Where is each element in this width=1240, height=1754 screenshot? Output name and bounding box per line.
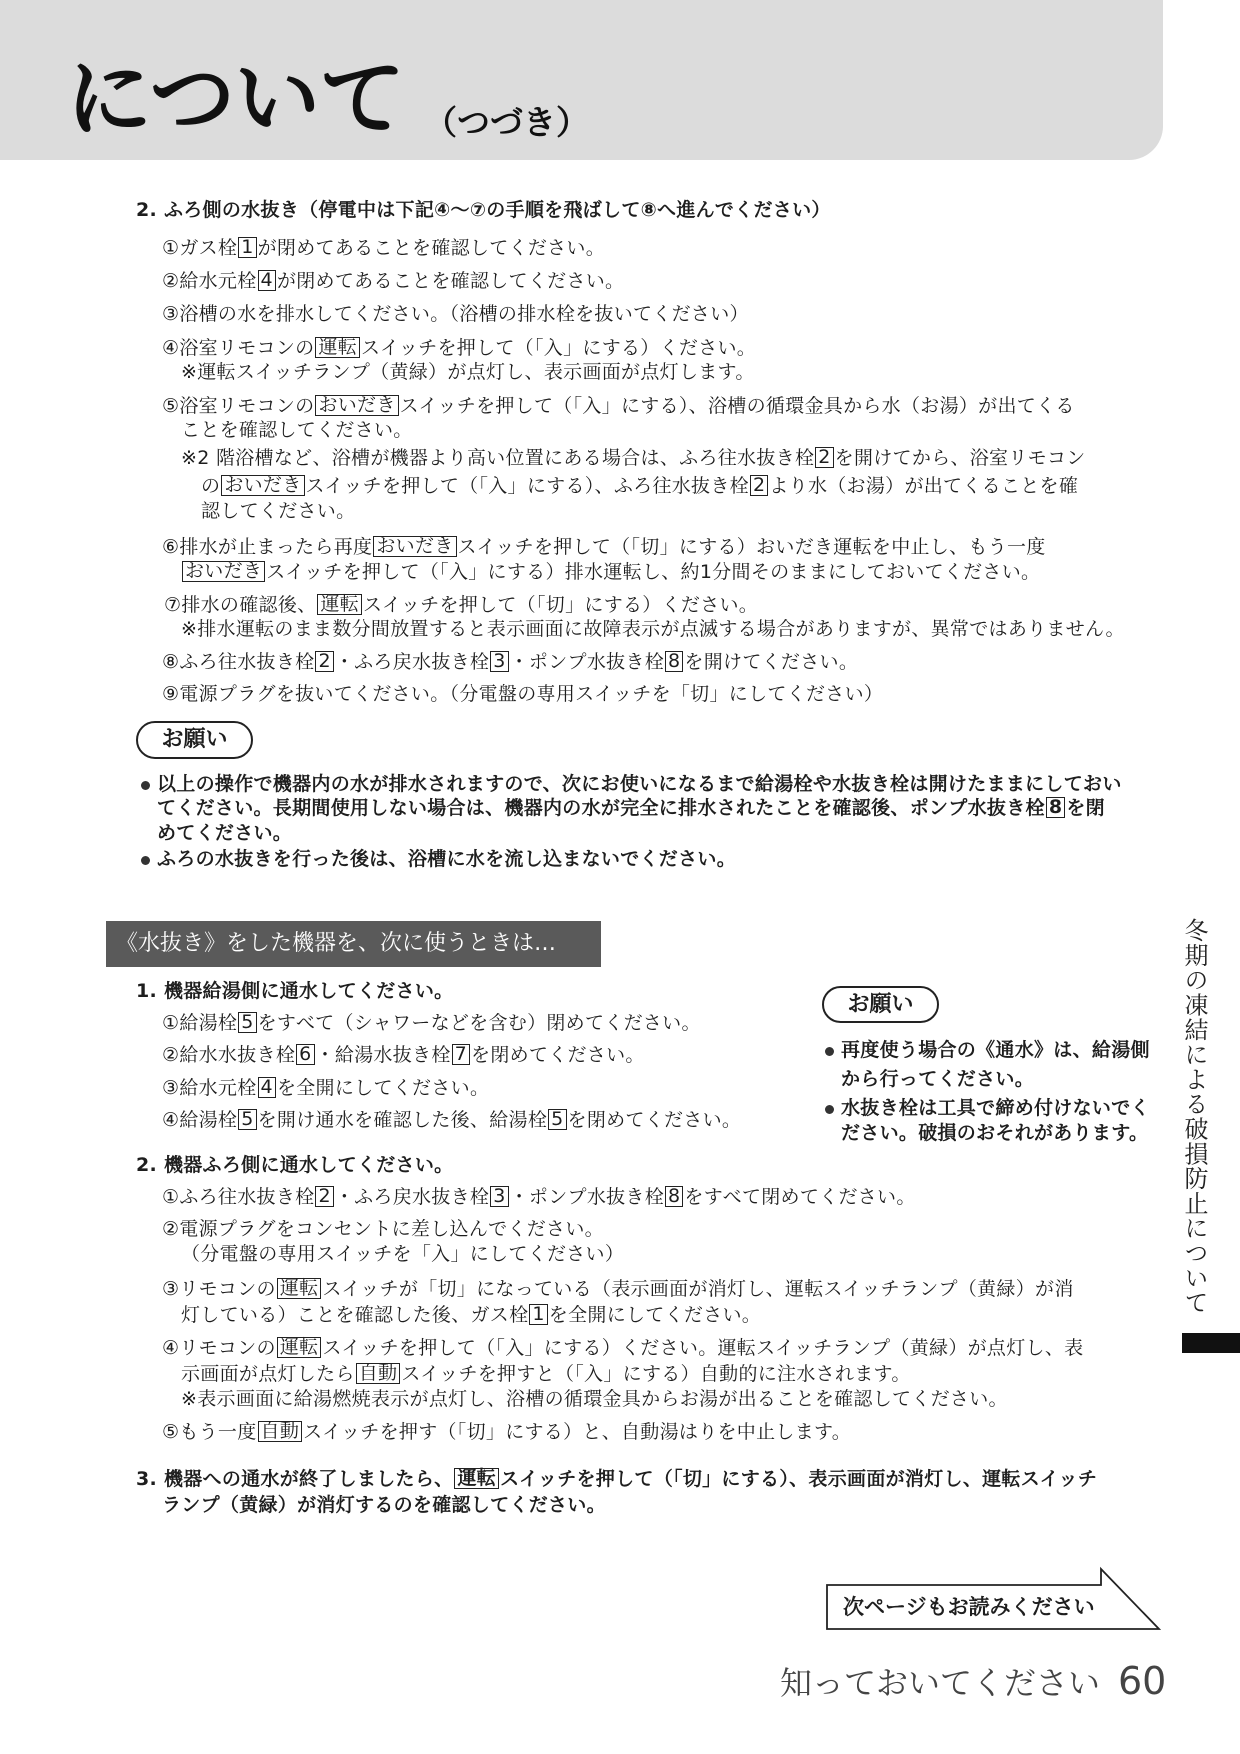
part-number-box: 1 [529,1304,547,1325]
part-number-box: 3 [490,651,508,672]
refill-step2-item-4 [162,1336,1083,1360]
bath-drain-step-6-cont [181,560,1040,584]
line-text: スイッチを押す（「切」にする）と、自動湯はりを中止します。 [303,1421,852,1443]
refill-step3-line-2 [162,1493,606,1517]
line-text: スイッチを押して（「切」にする）ください。 [363,594,759,616]
page-title: について [66,49,405,149]
part-number-box: 3 [490,1186,508,1207]
bullet-icon [825,1047,834,1056]
line-text: ふろの水抜きを行った後は、浴槽に水を流し込まないでください。 [157,848,737,870]
line-text: が閉めてあることを確認してください。 [276,270,625,292]
line-text: より水（お湯）が出てくることを確 [769,475,1079,497]
refill-step2-item-2-note [181,1242,624,1266]
line-text: ②給水元栓 [162,270,257,292]
line-text: ランプ（黄緑）が消灯するのを確認してください。 [162,1494,606,1516]
line-text: （分電盤の専用スイッチを「入」にしてください） [181,1243,625,1265]
line-text: ・ふろ戻水抜き栓 [334,1186,490,1208]
line-text: ①ふろ往水抜き栓 [162,1186,315,1208]
switch-name-box: 運転 [315,337,360,358]
part-number-box: 5 [238,1012,256,1033]
bath-drain-step-4 [162,336,756,360]
request2-note-1 [841,1038,1150,1062]
bath-drain-step-3 [162,302,749,326]
line-text: の [201,475,221,497]
refill-step3-line-1 [136,1467,1097,1491]
request-badge-2: お願い [822,986,939,1023]
refill-step1-item-2 [162,1043,645,1067]
part-number-box: 6 [296,1044,314,1065]
line-text: ・給湯水抜き栓 [315,1044,451,1066]
part-number-box: 4 [258,270,276,291]
line-text: ①給湯栓 [162,1012,238,1034]
line-text: スイッチを押して（「入」にする）ください。 [361,337,757,359]
line-text: を全開にしてください。 [548,1304,762,1326]
bath-drain-step-6 [162,535,1046,559]
bath-drain-step-5-note-end [201,499,355,523]
line-text: ・ふろ戻水抜き栓 [334,651,490,673]
switch-name-box: 運転 [277,1278,322,1299]
line-text: スイッチが「切」になっている（表示画面が消灯し、運転スイッチランプ（黄緑）が消 [322,1278,1074,1300]
bath-drain-step-2 [162,269,624,293]
line-text: スイッチを押して（「切」にする）、表示画面が消灯し、運転スイッチ [500,1468,1098,1490]
request-note-1 [157,772,1122,796]
switch-name-box: おいだき [373,536,456,557]
bath-drain-step-9 [162,682,883,706]
request2-note-2-cont [841,1121,1148,1145]
part-number-box: 2 [750,475,768,496]
part-number-box: 2 [315,651,333,672]
bullet-icon [141,781,150,790]
part-number-box: 5 [548,1109,566,1130]
line-text: ※表示画面に給湯燃焼表示が点灯し、浴槽の循環金具からお湯が出ることを確認してください。 [181,1388,1008,1410]
refill-step2-item-1 [162,1185,916,1209]
line-text: 3. 機器への通水が終了しましたら、 [136,1468,454,1490]
refill-step1-item-3 [162,1076,489,1100]
refill-step2-item-4-note [181,1387,1008,1411]
line-text: 灯している）ことを確認した後、ガス栓 [181,1304,529,1326]
bullet-icon [141,856,150,865]
request2-note-2 [841,1096,1150,1120]
header-band [0,0,1163,160]
line-text: スイッチを押して（「入」にする）、浴槽の循環金具から水（お湯）が出てくる [399,395,1075,417]
refill-step2-item-3-cont [181,1303,761,1327]
bath-drain-heading: 2. ふろ側の水抜き（停電中は下記④～⑦の手順を飛ばして⑧へ進んでください） [136,199,831,221]
line-text: スイッチを押して（「切」にする）おいだき運転を中止し、もう一度 [457,536,1046,558]
bullet-icon [825,1105,834,1114]
bath-drain-step-5 [162,394,1075,418]
line-text: を閉めてください。 [567,1109,742,1131]
line-text: めてください。 [157,822,293,844]
line-text: を開け通水を確認した後、給湯栓 [257,1109,548,1131]
part-number-box: 2 [315,1186,333,1207]
part-number-box: 7 [452,1044,470,1065]
bath-drain-step-1 [162,236,605,260]
bath-drain-step-7 [164,593,758,617]
line-text: を開けてから、浴室リモコン [834,447,1086,469]
request-note-2 [157,847,736,871]
line-text: 示画面が点灯したら [181,1363,355,1385]
line-text: ④給湯栓 [162,1109,238,1131]
refill-step2-item-3 [162,1277,1074,1301]
switch-name-box: おいだき [182,561,265,582]
line-text: を開けてください。 [684,651,859,673]
request-note-1-cont [157,796,1105,820]
part-number-box: 5 [238,1109,256,1130]
part-number-box: 4 [258,1077,276,1098]
line-text: ⑥排水が止まったら再度 [162,536,373,558]
line-text: ⑨電源プラグを抜いてください。（分電盤の専用スイッチを「切」にしてください） [162,683,884,705]
refill-step2-heading: 2. 機器ふろ側に通水してください。 [136,1154,454,1176]
switch-name-box: 自動 [258,1421,303,1442]
line-text: ②電源プラグをコンセントに差し込んでください。 [162,1218,604,1240]
bath-drain-step-4-note [181,360,755,384]
request2-note-1-cont [841,1067,1034,1091]
refill-step1-item-4 [162,1108,741,1132]
line-text: ※排水運転のまま数分間放置すると表示画面に故障表示が点滅する場合がありますが、異常ではありません。 [181,618,1125,640]
line-text: から行ってください。 [841,1068,1035,1090]
line-text: ⑤浴室リモコンの [162,395,315,417]
refill-step1-heading: 1. 機器給湯側に通水してください。 [136,980,454,1002]
line-text: ださい。破損のおそれがあります。 [841,1122,1149,1144]
side-tab-label: 冬期の凍結による破損防止について [1180,918,1208,1315]
line-text: 水抜き栓は工具で締め付けないでく [841,1097,1150,1119]
refill-step2-item-2 [162,1217,604,1241]
switch-name-box: おいだき [221,475,304,496]
bath-drain-step-7-note [181,617,1125,641]
line-text: ③リモコンの [162,1278,276,1300]
line-text: ⑧ふろ往水抜き栓 [162,651,315,673]
line-text: を全開にしてください。 [276,1077,490,1099]
part-number-box: 8 [665,651,683,672]
page-number: 60 [1118,1659,1167,1703]
bath-drain-step-5-note-cont [201,474,1078,498]
refill-step2-item-5 [162,1420,851,1444]
switch-name-box: 運転 [317,594,362,615]
line-text: スイッチを押して（「入」にする）排水運転し、約1分間そのままにしておいてください。 [266,561,1041,583]
line-text: ・ポンプ水抜き栓 [509,1186,665,1208]
line-text: をすべて閉めてください。 [684,1186,916,1208]
line-text: ①ガス栓 [162,237,238,259]
line-text: 認してください。 [201,500,356,522]
switch-name-box: 運転 [277,1337,322,1358]
footer-section-label: 知っておいてください [780,1664,1101,1702]
switch-name-box: 自動 [356,1363,401,1384]
refill-step1-item-1 [162,1011,701,1035]
line-text: ②給水水抜き栓 [162,1044,296,1066]
line-text: を閉 [1066,797,1105,819]
line-text: ことを確認してください。 [181,419,413,441]
line-text: ⑦排水の確認後、 [164,594,317,616]
line-text: スイッチを押して（「入」にする）ください。運転スイッチランプ（黄緑）が点灯し、表 [322,1337,1084,1359]
line-text: スイッチを押して（「入」にする）、ふろ往水抜き栓 [305,475,749,497]
line-text: ※2 階浴槽など、浴槽が機器より高い位置にある場合は、ふろ往水抜き栓 [181,447,815,469]
line-text: ④浴室リモコンの [162,337,315,359]
bath-drain-step-5-cont [181,418,413,442]
part-number-box: 8 [1046,797,1066,818]
line-text: ・ポンプ水抜き栓 [509,651,665,673]
switch-name-box: おいだき [315,395,398,416]
line-text: 以上の操作で機器内の水が排水されますので、次にお使いになるまで給湯栓や水抜き栓は開けたままにしておい [157,773,1122,795]
line-text: ③浴槽の水を排水してください。（浴槽の排水栓を抜いてください） [162,303,749,325]
line-text: スイッチを押すと（「入」にする）自動的に注水されます。 [401,1363,911,1385]
line-text: ※運転スイッチランプ（黄緑）が点灯し、表示画面が点灯します。 [181,361,755,383]
section-banner: 《水抜き》をした機器を、次に使うときは… [106,921,601,967]
line-text: てください。長期間使用しない場合は、機器内の水が完全に排水されたことを確認後、ポンプ水抜き栓 [157,797,1045,819]
line-text: ③給水元栓 [162,1077,257,1099]
next-page-note: 次ページもお読みください [843,1595,1095,1619]
side-tab-marker [1182,1333,1240,1353]
line-text: 再度使う場合の《通水》は、給湯側 [841,1039,1150,1061]
part-number-box: 8 [665,1186,683,1207]
line-text: ⑤もう一度 [162,1421,257,1443]
line-text: を閉めてください。 [471,1044,645,1066]
switch-name-box: 運転 [454,1468,499,1489]
line-text: ④リモコンの [162,1337,276,1359]
request-note-1-end [157,821,292,845]
bath-drain-step-5-note [181,446,1086,470]
page-subtitle: （つづき） [424,103,589,142]
bath-drain-step-8 [162,650,858,674]
part-number-box: 2 [815,447,833,468]
line-text: をすべて（シャワーなどを含む）閉めてください。 [257,1012,701,1034]
part-number-box: 1 [238,237,256,258]
request-badge: お願い [136,721,253,759]
refill-step2-item-4-cont [181,1362,911,1386]
line-text: が閉めてあることを確認してください。 [257,237,606,259]
